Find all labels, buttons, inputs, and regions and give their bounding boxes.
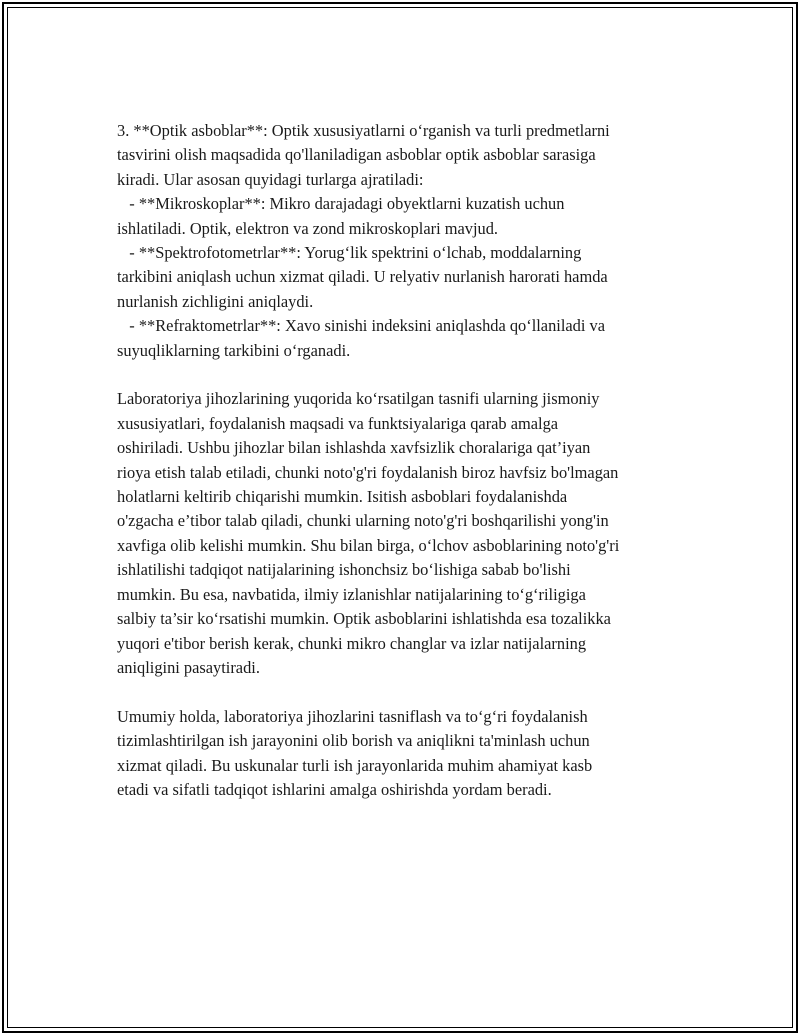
text-line: ishlatiladi. Optik, elektron va zond mikroskoplari mavjud. bbox=[117, 218, 499, 238]
paragraph-conclusion bbox=[117, 705, 687, 803]
text-line: xususiyatlari, foydalanish maqsadi va funktsiyalariga qarab amalga bbox=[117, 413, 559, 433]
text-line: xavfiga olib kelishi mumkin. Shu bilan birga, o‘lchov asboblarining noto'g'ri bbox=[117, 535, 620, 555]
text-line: Umumiy holda, laboratoriya jihozlarini tasniflash va to‘g‘ri foydalanish bbox=[117, 706, 588, 726]
paragraph-classification bbox=[117, 387, 687, 680]
text-line: oshiriladi. Ushbu jihozlar bilan ishlashda xavfsizlik choralariga qat’iyan bbox=[117, 438, 591, 458]
text-line: salbiy ta’sir ko‘rsatishi mumkin. Optik asboblarini ishlatishda esa tozalikka bbox=[117, 609, 611, 629]
list-item-spectrophotometers: - **Spektrofotometrlar**: Yorug‘lik spektrini o‘lchab, moddalarning bbox=[117, 243, 582, 263]
list-item-refractometers: - **Refraktometrlar**: Xavo sinishi indeksini aniqlashda qo‘llaniladi va bbox=[117, 316, 605, 336]
paragraph-optical-instruments bbox=[117, 119, 687, 363]
text-line: etadi va sifatli tadqiqot ishlarini amalga oshirishda yordam beradi. bbox=[117, 779, 552, 799]
text-line: Laboratoriya jihozlarining yuqorida ko‘rsatilgan tasnifi ularning jismoniy bbox=[117, 389, 600, 409]
text-line: o'zgacha e’tibor talab qiladi, chunki ularning noto'g'ri boshqarilishi yong'in bbox=[117, 511, 609, 531]
text-line: yuqori e'tibor berish kerak, chunki mikro changlar va izlar natijalarning bbox=[117, 633, 587, 653]
text-line: ishlatilishi tadqiqot natijalarining ishonchsiz bo‘lishiga sabab bo'lishi bbox=[117, 560, 571, 580]
text-line: tizimlashtirilgan ish jarayonini olib borish va aniqlikni ta'minlash uchun bbox=[117, 731, 590, 751]
text-line: holatlarni keltirib chiqarishi mumkin. Isitish asboblari foydalanishda bbox=[117, 487, 568, 507]
text-line: suyuqliklarning tarkibini o‘rganadi. bbox=[117, 340, 351, 360]
text-line: xizmat qiladi. Bu uskunalar turli ish jarayonlarida muhim ahamiyat kasb bbox=[117, 755, 593, 775]
text-line: tasvirini olish maqsadida qo'llaniladigan asboblar optik asboblar sarasiga bbox=[117, 145, 596, 165]
list-item-microscopes: - **Mikroskoplar**: Mikro darajadagi obyektlarni kuzatish uchun bbox=[117, 194, 565, 214]
text-line: mumkin. Bu esa, navbatida, ilmiy izlanishlar natijalarining to‘g‘riligiga bbox=[117, 584, 586, 604]
text-line: kiradi. Ular asosan quyidagi turlarga ajratiladi: bbox=[117, 169, 424, 189]
paragraph-gap bbox=[117, 680, 687, 704]
text-line: tarkibini aniqlash uchun xizmat qiladi. U relyativ nurlanish harorati hamda bbox=[117, 267, 608, 287]
document-body bbox=[117, 119, 687, 802]
text-line: 3. **Optik asboblar**: Optik xususiyatlarni o‘rganish va turli predmetlarni bbox=[117, 121, 610, 140]
text-line: nurlanish zichligini aniqlaydi. bbox=[117, 291, 314, 311]
paragraph-gap bbox=[117, 363, 687, 387]
text-line: rioya etish talab etiladi, chunki noto'g'ri foydalanish biroz havfsiz bo'lmagan bbox=[117, 462, 619, 482]
text-line: aniqligini pasaytiradi. bbox=[117, 657, 260, 677]
